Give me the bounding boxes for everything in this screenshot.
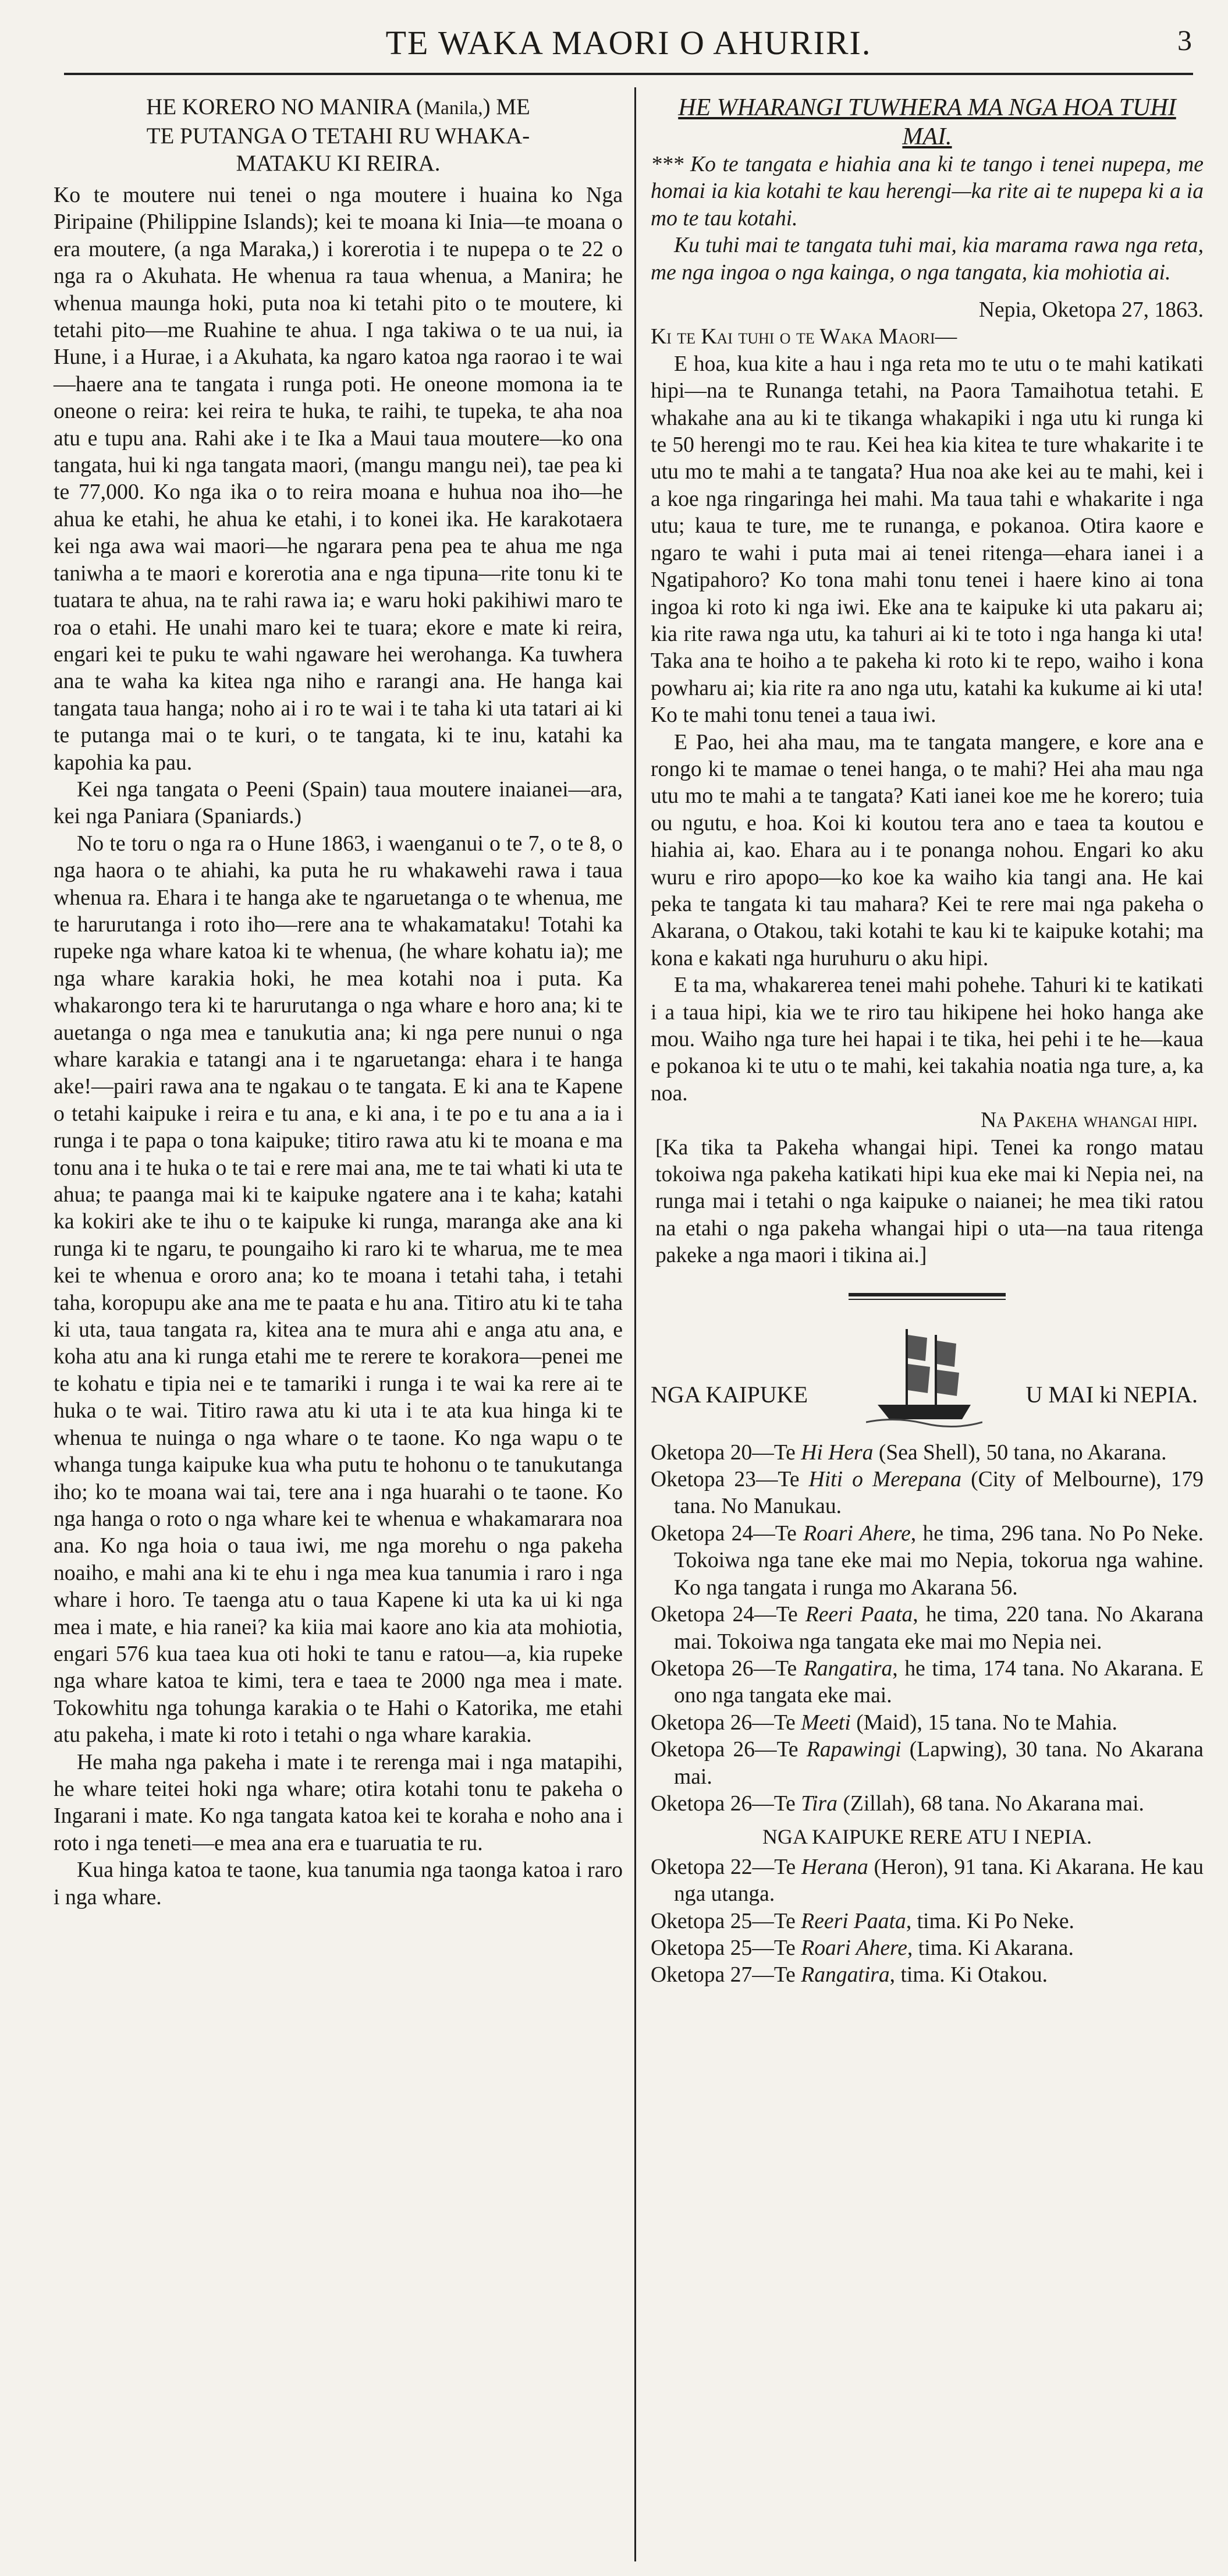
article-paragraph: Kua hinga katoa te taone, kua tanumia nga taonga katoa i raro i nga whare. bbox=[54, 1858, 623, 1909]
departures-list bbox=[651, 1854, 1204, 1989]
entry-date: Oketopa 24—Te bbox=[651, 1603, 805, 1627]
article-paragraph: He maha nga pakeha i mate i te rerenga mai i nga matapihi, he whare teitei hoki nga whare; otira kotahi tonu te pakeha o Ingarani i mate. Ko nga tangata katoa kei te koraha e noho ana i roto i nga teneti—e mea ana era e tuaruatia te ru. bbox=[54, 1749, 623, 1855]
arrival-entry bbox=[651, 1737, 1204, 1791]
manila-headline-line-2: TE PUTANGA O TETAHI RU WHAKA- bbox=[146, 123, 530, 148]
ship-name: Roari Ahere bbox=[801, 1936, 907, 1960]
newspaper-title: TE WAKA MAORI O AHURIRI. bbox=[385, 24, 872, 62]
ship-icon bbox=[866, 1317, 982, 1434]
entry-date: Oketopa 26—Te bbox=[651, 1656, 804, 1681]
letter-paragraph: E ta ma, whakarerea tenei mahi pohehe. Tahuri ki te katikati i a taua hipi, kia we te riro tau hikipene hei hoko hanga ake mou. Waiho nga ture hei hapai i te tika, hei pehi i te he—kaua e pokanoa ki te utu o te mahi, kei takahia noatia nga ture, a, ka noa. bbox=[651, 973, 1204, 1105]
shipping-heading bbox=[651, 1317, 1204, 1440]
headline-part-end: ) ME bbox=[482, 94, 530, 119]
masthead bbox=[64, 23, 1193, 70]
masthead-rule bbox=[64, 73, 1193, 75]
entry-date: Oketopa 20—Te bbox=[651, 1440, 801, 1465]
shipping-heading-left: NGA KAIPUKE bbox=[651, 1381, 808, 1408]
manila-headline-line-3: MATAKU KI REIRA. bbox=[236, 151, 441, 176]
left-column bbox=[54, 93, 623, 1911]
letter-salutation: Ki te Kai tuhi o te Waka Maori— bbox=[651, 325, 957, 349]
entry-detail: , tima. Ki Otakou. bbox=[889, 1963, 1048, 1987]
letter-paragraph: E Pao, hei aha mau, ma te tangata mangere, e kore ana e rongo ki te mamae o tenei hanga, o te mahi? Hei aha mau nga utu mo te mahi a te tangata? Kati ianei koe me he korero; tuia ou ngutu, e hoa. Koi ki koutou tera ano e taea ta koutou e hiahia ai, kao. Ehara au i te ponanga nohou. Engari ko aku wuru e riro apopo—ko koe ka waiho kia tangi ana. He kai peka te tangata ki tau mahara? Kei te rere mai nga pakeha o Akarana, o Otakou, taki kotahi te kau ki te kaipuke kotahi; ma kona e kakati nga huruhuru o aku hipi. bbox=[651, 730, 1204, 970]
ship-name: Reeri Paata bbox=[801, 1909, 906, 1933]
article-paragraph: Kei nga tangata o Peeni (Spain) taua moutere inaianei—ara, kei nga Paniara (Spaniards.) bbox=[54, 777, 623, 829]
entry-detail: (Heron), 91 tana. Ki Akarana. He kau nga utanga. bbox=[674, 1855, 1204, 1907]
entry-date: Oketopa 25—Te bbox=[651, 1936, 801, 1960]
entry-date: Oketopa 26—Te bbox=[651, 1710, 801, 1735]
arrival-entry bbox=[651, 1521, 1204, 1601]
ship-name: Meeti bbox=[801, 1710, 851, 1735]
ship-name: Hiti o Merepana bbox=[808, 1468, 962, 1492]
arrival-entry bbox=[651, 1440, 1204, 1466]
ship-name: Rapawingi bbox=[806, 1738, 902, 1762]
headline-smallcaps: Manila, bbox=[423, 98, 483, 119]
open-page-heading-text: HE WHARANGI TUWHERA MA NGA HOA TUHI MAI. bbox=[678, 94, 1176, 150]
column-divider bbox=[634, 87, 636, 2561]
entry-detail: , he tima, 296 tana. No Po Neke. Tokoiwa nga tane eke mai mo Nepia, tokorua nga wahine. Ko nga tangata i runga mo Akarana 56. bbox=[674, 1521, 1204, 1600]
departures-heading: NGA KAIPUKE RERE ATU I NEPIA. bbox=[762, 1825, 1092, 1849]
entry-detail: , he tima, 174 tana. No Akarana. E ono nga tangata eke mai. bbox=[674, 1656, 1204, 1708]
letter-signature: Na Pakeha whangai hipi. bbox=[980, 1108, 1198, 1133]
article-paragraph: No te toru o nga ra o Hune 1863, i waenganui o te 7, o te 8, o nga haora o te ahiahi, ka puta he ru whakawehi rawa i taua whenua ra. Ehara i te hanga ake te ngaruetanga o te whenua, me te harurutanga i roto iho—rere ana te whakamataku! Totahi ka rupeke nga whare katoa ki te whenua, (he whare kohatu ia); me nga whare karakia hoki, he mea kotahi noa i puta. Ka whakarongo tera ki te harurutanga o nga whare e horo ana; ki te auetanga o nga mea e tanukutia ana; ki nga pere nunui o nga whare karakia e tatangi ana i te ngaruetanga: ehara i te hanga ake!—pairi rawa ana te ngakau o te tangata. E ki ana te Kapene o tetahi kaipuke i reira e tu ana, e ki ana, i te po e tu ana a ia i runga i te papa o tona kaipuke; titiro rawa atu ki te moana e ma tonu ana i te huka o te tai e rere mai ana, me te tai whati ki uta te ahua; te paanga mai ki te kaipuke ngatere ana i te kaha; katahi ka kokiri ake te ihu o te kaipuke ki runga, maranga ake ana ki runga ki te ngaru, te poungaiho ki raro ki te wharua, me te mea kei te whenua e ororo ana; ko te moana i tetahi taha, i tetahi taha, koropupu ake ana me te paata e hu ana. Titiro atu ki te taha ki uta, taua tangata ra, kitea ana te mura ahi e anga atu ana, e koha atu ana ki runga etahi me te rerere te korakora—penei me te kohatu e tipia nei e te tamariki i runga i te wai ka rere ai te huka o te wai. Titiro rawa atu ki uta i te ata kua hinga ki te whenua te nuinga o nga whare o te taone. Ko nga wapu o te whanga tunga kaipuke kua wha putu te hohonu o te tanukutanga iho; ko te moana wai tai, tere ana i nga huarahi o te taone. Ko nga hanga o roto o nga whare kei te whenua e whakamarara noa ana. Ko nga hoia o taua iwi, me nga morehu o nga pakeha noaiho, e mahi ana ki te ehu i nga mea kua tanumia i raro i nga whare i horo. Te taenga atu o taua Kapene ki uta ka ui ki nga mea i mate, e hia ranei? ka kiia mai kaore ano kia ata mohiotia, engari 576 kua taea kua oti hoki te tanu e ratou—a, kia rupeke nga whare katoa te kimi, tera e taea te 2000 nga mea i mate. Tokowhitu nga tohunga karakia o te Hahi o Katorika, me etahi atu pakeha, i mate ki roto i tetahi o nga whare karakia. bbox=[54, 831, 623, 1748]
manila-headline-line-1 bbox=[54, 93, 623, 122]
departure-entry bbox=[651, 1908, 1204, 1935]
departure-entry bbox=[651, 1962, 1204, 1989]
entry-date: Oketopa 23—Te bbox=[651, 1468, 809, 1492]
arrivals-list bbox=[651, 1440, 1204, 1818]
entry-date: Oketopa 22—Te bbox=[651, 1855, 801, 1879]
entry-detail: (Maid), 15 tana. No te Mahia. bbox=[850, 1710, 1117, 1735]
editor-note: [Ka tika ta Pakeha whangai hipi. Tenei ka rongo matau tokoiwa nga pakeha katikati hipi kua eke mai ki Nepia nei, na runga mai i tetahi o nga kaipuke o naianei; he mea tiki ratou na etahi o nga pakeha whangai hipi o uta—na taua ritenga pakeke a nga maori i tikina ai.] bbox=[655, 1135, 1204, 1268]
open-page-heading bbox=[651, 93, 1204, 151]
ship-name: Hi Hera bbox=[801, 1440, 874, 1465]
ship-name: Tira bbox=[801, 1791, 837, 1816]
arrival-entry bbox=[651, 1601, 1204, 1656]
subscription-notice: *** Ko te tangata e hiahia ana ki te tango i tenei nupepa, me homai ia kia kotahi te kau herengi—ka rite ai te nupepa ki a ia mo te tau kotahi. bbox=[651, 153, 1204, 231]
arrival-entry bbox=[651, 1656, 1204, 1710]
entry-detail: , tima. Ki Akarana. bbox=[907, 1936, 1074, 1960]
article-paragraph: Ko te moutere nui tenei o nga moutere i huaina ko Nga Piripaine (Philippine Islands); kei te moana ki Inia—te moana o era moutere, (a nga Maraka,) i korerotia i te nupepa o te 22 o nga ra o Akuhata. He whenua ra taua whenua, a Manira; he whenua maunga hoki, puta noa ki tetahi pito o te moutere, ki tetahi pito—me Ruahine te ahua. I nga takiwa o te ua nui, ia Hune, i a Hurae, i a Akuhata, ka ngaro katoa nga raorao i te wai—haere ana te tangata i runga poti. He oneone momona ia te oneone o reira: kei reira te huka, te raihi, te tupeka, te aha noa atu e tupu ana. Rahi ake i te Ika a Maui taua moutere—ko ona tangata, hui ki nga tangata maori, (mangu mangu nei), tae pea ki te 77,000. Ko nga ika o to reira moana e huhua noa iho—he ahua ke etahi, he ahua ke etahi, i to konei ika. He karakotaera kei nga awa wai maori—he ngarara pena pea te ahua me nga taniwha a te maori e korerotia ana e nga tipuna—rite tonu ki te tuatara te ahua, na te rahi rawa ia; e waru hoki pakihiwi maro te roa o etahi. He unahi maro kei te tuara; ekore e mate ki reira, engari kei te puku te wahi ngaware hei werohanga. Ka tuwhera ana te waha ka kitea nga niho e rarangi ana. He hanga kai tangata taua hanga; noho ai i ro te wai i te taha ki uta tatari ai ki te putanga mai o te kuri, o te tangata, ki te inu, katahi ka kapohia ka pau. bbox=[54, 183, 623, 775]
entry-date: Oketopa 27—Te bbox=[651, 1963, 801, 1987]
letter-date: Nepia, Oketopa 27, 1863. bbox=[978, 298, 1204, 323]
arrival-entry bbox=[651, 1710, 1204, 1737]
arrival-entry bbox=[651, 1466, 1204, 1521]
entry-date: Oketopa 25—Te bbox=[651, 1909, 801, 1933]
ship-name: Roari Ahere bbox=[803, 1521, 911, 1546]
entry-date: Oketopa 26—Te bbox=[651, 1738, 807, 1762]
manila-headline bbox=[54, 93, 623, 177]
ship-name: Rangatira bbox=[801, 1963, 890, 1987]
departure-entry bbox=[651, 1935, 1204, 1962]
departure-entry bbox=[651, 1854, 1204, 1908]
arrival-entry bbox=[651, 1791, 1204, 1817]
shipping-heading-right: U MAI ki NEPIA. bbox=[1025, 1381, 1198, 1408]
entry-detail: (Sea Shell), 50 tana, no Akarana. bbox=[873, 1440, 1167, 1465]
entry-detail: , he tima, 220 tana. No Akarana mai. Tokoiwa nga tangata eke mai mo Nepia nei. bbox=[674, 1603, 1204, 1654]
entry-date: Oketopa 24—Te bbox=[651, 1521, 804, 1546]
entry-detail: (Zillah), 68 tana. No Akarana mai. bbox=[837, 1791, 1144, 1816]
entry-detail: , tima. Ki Po Neke. bbox=[906, 1909, 1074, 1933]
entry-detail: (City of Melbourne), 179 tana. No Manukau. bbox=[674, 1468, 1204, 1519]
ship-name: Herana bbox=[801, 1855, 868, 1879]
ship-name: Reeri Paata bbox=[805, 1603, 913, 1627]
writers-notice: Ku tuhi mai te tangata tuhi mai, kia marama rawa nga reta, me nga ingoa o nga kainga, o nga tangata, kia mohiotia ai. bbox=[651, 233, 1204, 285]
right-column bbox=[651, 93, 1204, 1989]
headline-part: HE KORERO NO MANIRA ( bbox=[146, 94, 424, 119]
section-rule bbox=[849, 1293, 1006, 1300]
page-number: 3 bbox=[1177, 24, 1193, 56]
ship-name: Rangatira bbox=[803, 1656, 893, 1681]
entry-detail: (Lapwing), 30 tana. No Akarana mai. bbox=[674, 1738, 1204, 1789]
letter-paragraph: E hoa, kua kite a hau i nga reta mo te utu o te mahi katikati hipi—na te Runanga tetahi, na Paora Tamaihotua tetahi. E whakahe ana au ki te tikanga whakapiki i nga utu ki runga ki te 50 herengi mo te rau. Kei hea kia kitea te ture whakarite i te utu mo te mahi a te tangata? Hua noa ake kei au te mahi, kei i a koe nga ringaringa hei mahi. Ma taua tahi e whakarite i nga utu; kaua te ture, me te runanga, e pokanoa. Otira kaore e ngaro te wahi i puta mai ai tenei ritenga—ehara ianei i a Ngatipahoro? Ko tona mahi tonu tenei i haere kino ai tona ingoa ki roto ki nga iwi. Eke ana te kaipuke ki uta pakaru ai; kia rite rawa nga utu, ka tahuri ai ki te toto i nga hanga ki uta! Taka ana te hoiho a te pakeha ki roto ki te repo, waiho i kona powharu ai; kia rite ra ano nga utu, katahi ka kukume ai ki uta! Ko te mahi tonu tenei a taua iwi. bbox=[651, 352, 1204, 728]
entry-date: Oketopa 26—Te bbox=[651, 1791, 801, 1816]
